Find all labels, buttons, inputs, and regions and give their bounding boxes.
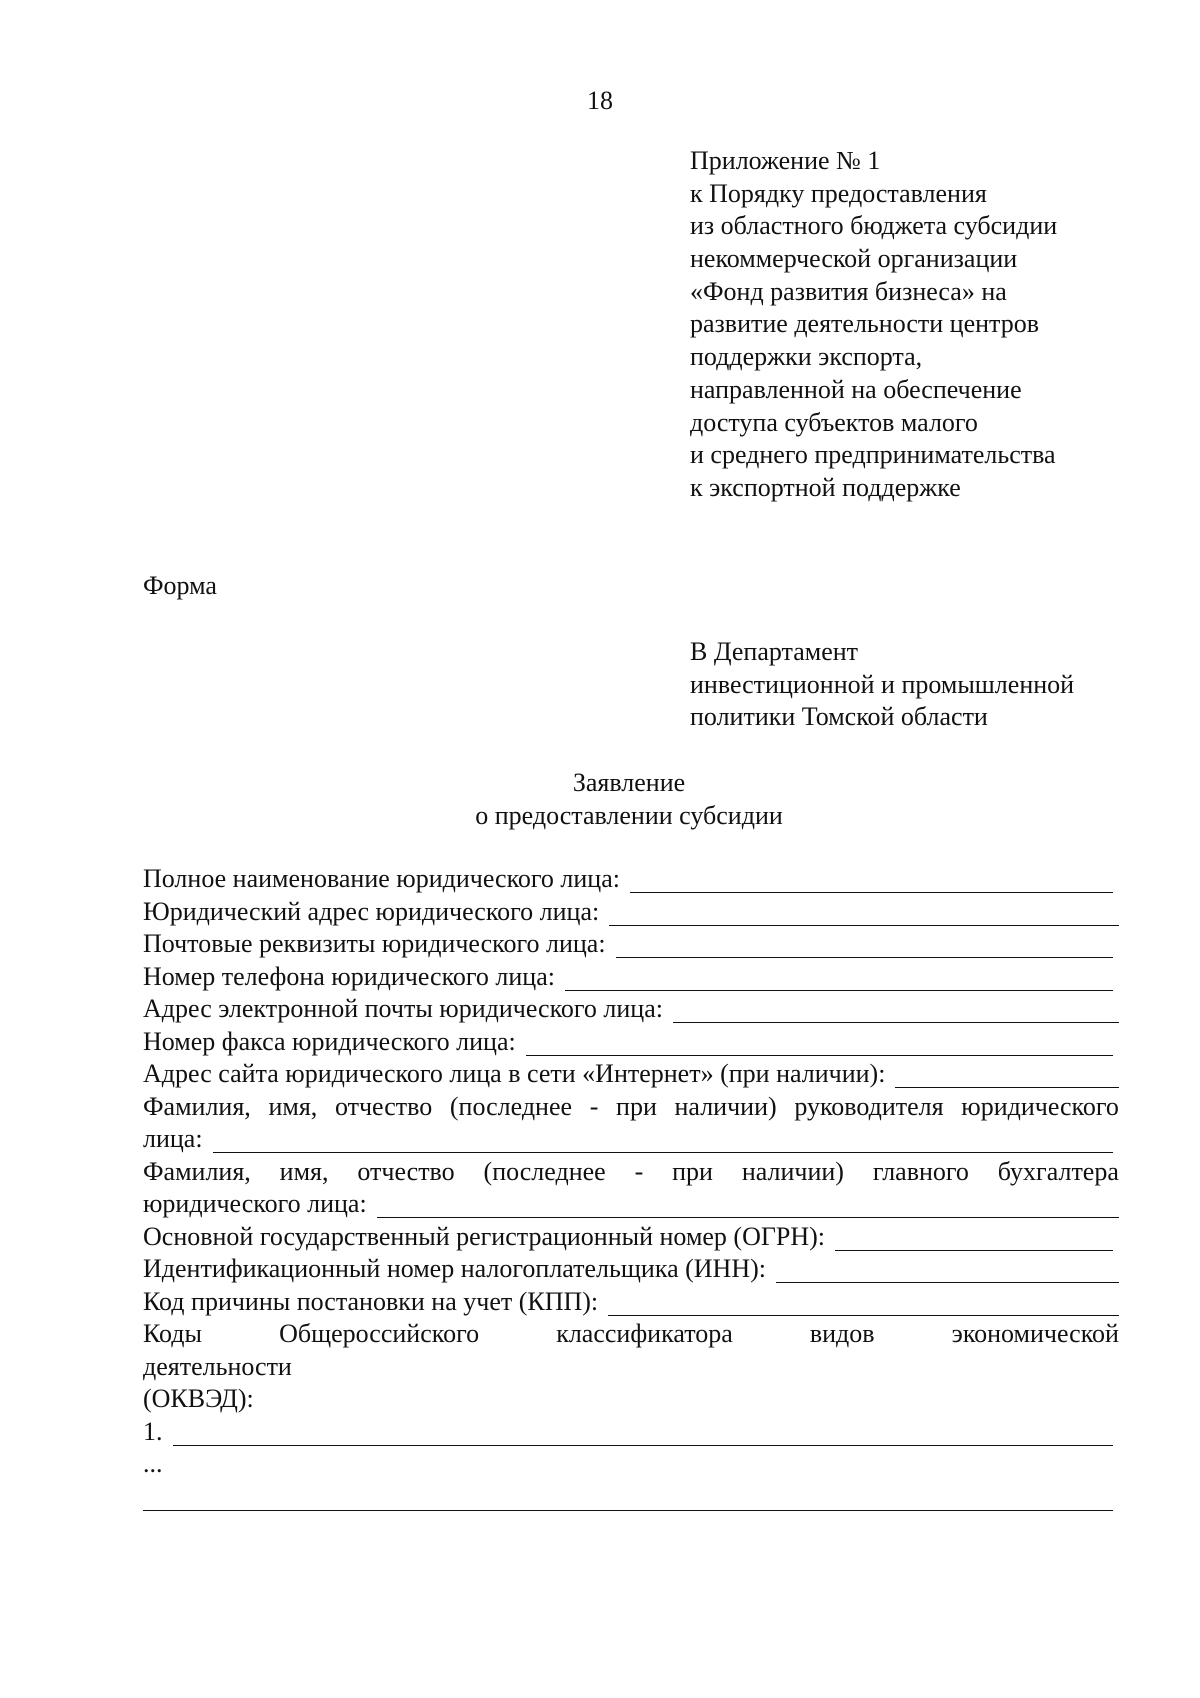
field-accountant-name: [143, 1156, 1119, 1189]
field-label-word: Общероссийского: [279, 1319, 480, 1348]
addressee-block: [690, 636, 1170, 734]
field-label-word: юридического: [961, 1091, 1119, 1121]
field-label-word: руководителя: [794, 1091, 944, 1121]
field-head-name: [143, 1091, 1119, 1124]
field-label-word: отчество: [334, 1091, 433, 1121]
field-email: [143, 993, 1119, 1026]
field-phone: [143, 961, 1119, 994]
field-label: (ОКВЭД):: [143, 1384, 254, 1413]
field-fax: [143, 1026, 1119, 1059]
field-website: [143, 1058, 1119, 1091]
head-name-blank[interactable]: [213, 1130, 1113, 1153]
title-line: о предоставлении субсидии: [475, 800, 783, 830]
field-label-word: наличии): [674, 1091, 777, 1121]
field-inn: [143, 1253, 1119, 1286]
field-label-word: наличии): [741, 1156, 844, 1186]
field-label-word: имя,: [268, 1091, 318, 1121]
field-label: Основной государственный регистрационный номер (ОГРН):: [143, 1221, 826, 1251]
accountant-name-blank[interactable]: [377, 1195, 1119, 1218]
field-head-name-cont: [143, 1123, 1119, 1156]
field-label-word: Коды: [143, 1319, 202, 1348]
field-okved-cont: [143, 1351, 1119, 1384]
appendix-line: и среднего предпринимательства: [690, 440, 1056, 470]
ellipsis: ...: [143, 1449, 163, 1478]
field-label: Юридический адрес юридического лица:: [143, 896, 600, 926]
appendix-line: Приложение № 1: [690, 146, 881, 175]
field-label: лица:: [143, 1124, 203, 1153]
field-legal-address: [143, 896, 1119, 929]
okved-item-last: [143, 1481, 1119, 1514]
form-label: Форма: [143, 571, 217, 600]
appendix-line: поддержки экспорта,: [690, 342, 923, 372]
field-label-word: видов: [809, 1319, 875, 1348]
inn-blank[interactable]: [776, 1260, 1119, 1283]
field-label-word: главного: [872, 1156, 969, 1186]
field-label-word: бухгалтера: [997, 1156, 1119, 1186]
appendix-line: к экспортной поддержке: [690, 472, 961, 502]
field-label: Полное наименование юридического лица:: [143, 864, 620, 893]
field-okved-cont: [143, 1383, 1119, 1416]
appendix-header: [690, 145, 1170, 505]
addressee-line: инвестиционной и промышленной: [690, 669, 1075, 699]
okved-more: [143, 1448, 1119, 1481]
list-number: 1.: [143, 1416, 163, 1446]
appendix-line: направленной на обеспечение: [690, 374, 1022, 404]
addressee-line: В Департамент: [690, 637, 859, 666]
appendix-line: развитие деятельности центров: [690, 309, 1039, 339]
field-label-word: -: [589, 1091, 599, 1121]
field-label: Адрес электронной почты юридического лица:: [143, 994, 663, 1023]
field-label: юридического лица:: [143, 1189, 367, 1218]
document-title: [0, 767, 1200, 832]
field-label-word: отчество: [357, 1156, 455, 1186]
field-okved: [143, 1318, 1119, 1351]
field-label-word: (последнее: [449, 1091, 573, 1121]
field-label: Номер телефона юридического лица:: [143, 961, 555, 991]
field-label-word: -: [634, 1156, 644, 1186]
field-kpp: [143, 1286, 1119, 1319]
field-label-word: имя,: [279, 1156, 329, 1186]
field-label-word: классификатора: [556, 1319, 733, 1348]
addressee-line: политики Томской области: [690, 702, 988, 731]
field-label: Код причины постановки на учет (КПП):: [143, 1286, 599, 1316]
field-label: Номер факса юридического лица:: [143, 1026, 516, 1056]
field-label-word: экономической: [951, 1319, 1119, 1348]
field-label: деятельности: [143, 1351, 292, 1381]
phone-blank[interactable]: [565, 968, 1113, 991]
email-blank[interactable]: [673, 1000, 1119, 1023]
appendix-line: доступа субъектов малого: [690, 407, 978, 437]
field-label-word: при: [672, 1156, 713, 1186]
full-name-blank[interactable]: [630, 870, 1113, 893]
website-blank[interactable]: [895, 1065, 1119, 1088]
field-label: Идентификационный номер налогоплательщика (ИНН):: [143, 1254, 766, 1283]
fax-blank[interactable]: [526, 1033, 1113, 1056]
field-label-word: при: [616, 1091, 657, 1121]
legal-address-blank[interactable]: [609, 903, 1119, 926]
field-label-word: Фамилия,: [143, 1091, 251, 1121]
appendix-line: «Фонд развития бизнеса» на: [690, 276, 1007, 306]
kpp-blank[interactable]: [608, 1293, 1119, 1316]
title-line: Заявление: [572, 768, 686, 797]
field-full-name: [143, 863, 1119, 896]
appendix-line: к Порядку предоставления: [690, 178, 987, 208]
field-ogrn: [143, 1221, 1119, 1254]
okved-item-1-blank[interactable]: [173, 1423, 1114, 1446]
field-label-word: Фамилия,: [143, 1156, 251, 1186]
application-fields: [143, 863, 1119, 1513]
field-accountant-name-cont: [143, 1188, 1119, 1221]
postal-details-blank[interactable]: [616, 935, 1113, 958]
ogrn-blank[interactable]: [835, 1228, 1113, 1251]
field-postal-details: [143, 928, 1119, 961]
field-label: Адрес сайта юридического лица в сети «Интернет» (при наличии):: [143, 1059, 886, 1088]
appendix-line: из областного бюджета субсидии: [690, 211, 1058, 241]
field-label: Почтовые реквизиты юридического лица:: [143, 929, 606, 958]
field-label-word: (последнее: [483, 1156, 606, 1186]
okved-item-last-blank[interactable]: [143, 1488, 1113, 1511]
appendix-line: некоммерческой организации: [690, 244, 1018, 274]
okved-item-1: [143, 1416, 1119, 1449]
page-number: 18: [587, 86, 613, 115]
